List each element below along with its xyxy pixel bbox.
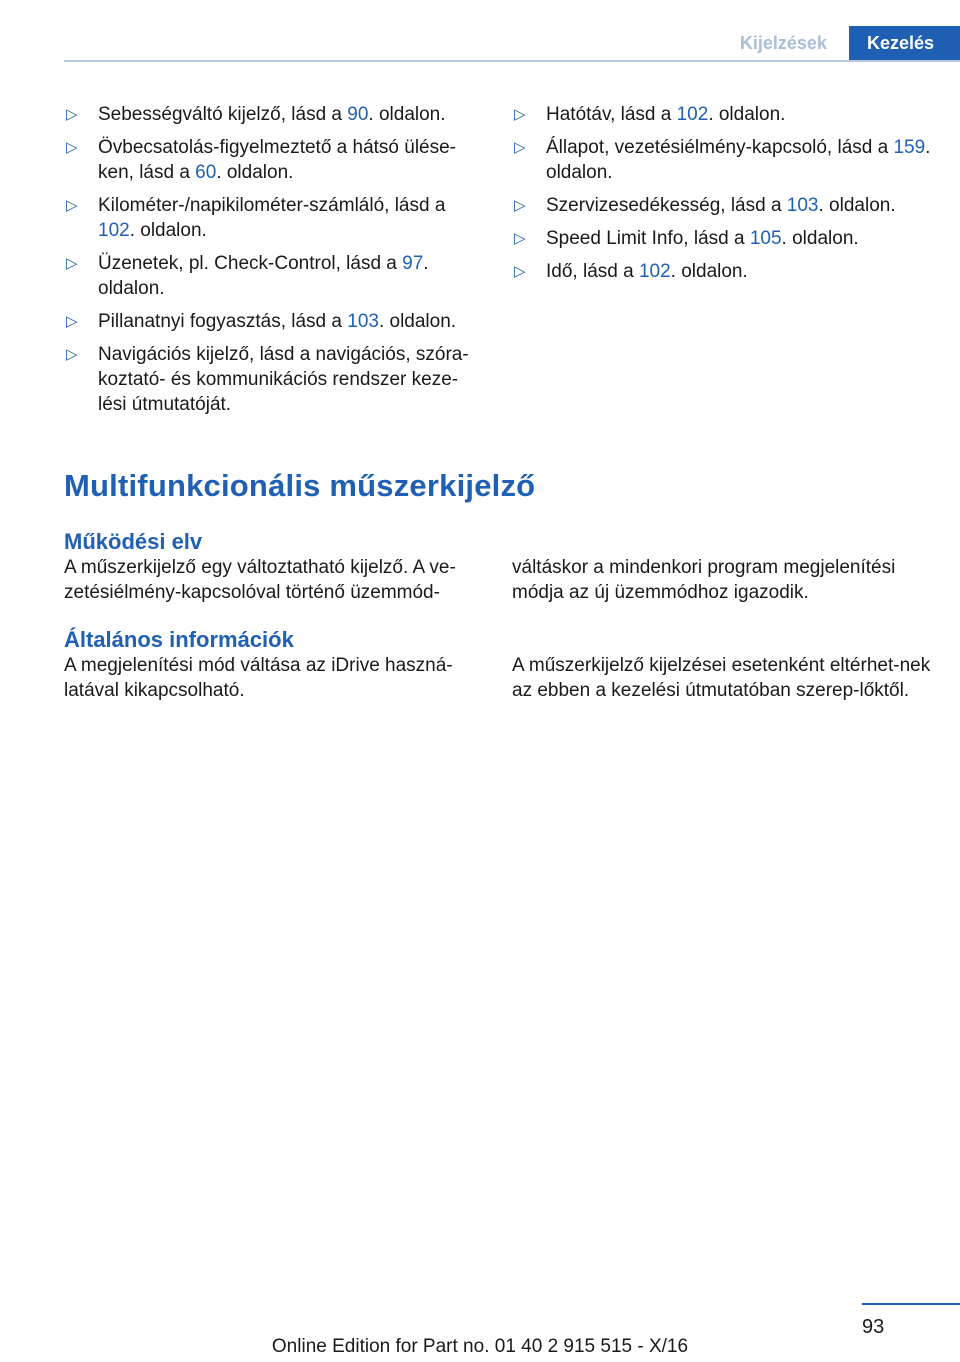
page-reference-link[interactable]: 159 xyxy=(893,137,926,158)
general-heading: Általános információk xyxy=(64,627,294,652)
page-reference-link[interactable]: 102 xyxy=(638,261,671,282)
list-item-suffix: . oldalon. xyxy=(670,261,748,282)
general-right-column xyxy=(512,653,932,703)
list-item-text: Pillanatnyi fogyasztás, lásd a xyxy=(98,311,348,332)
list-item xyxy=(64,309,484,334)
page-number: 93 xyxy=(862,1316,885,1338)
triangle-bullet-icon: ▷ xyxy=(66,139,78,156)
header-divider xyxy=(64,60,960,62)
list-right-column xyxy=(512,102,932,292)
general-text-right: A műszerkijelző kijelzései esetenként eltérhet-nek az ebben a kezelési útmutatóban szerep-lőktől. xyxy=(512,655,931,701)
edition-note: Online Edition for Part no. 01 40 2 915 515 - X/16 xyxy=(271,1336,689,1357)
triangle-bullet-icon: ▷ xyxy=(66,346,78,363)
list-item-text: Kilométer-/napikilométer-számláló, lásd a xyxy=(98,195,446,216)
list-left-column xyxy=(64,102,484,425)
triangle-bullet-icon: ▷ xyxy=(66,197,78,214)
list-item xyxy=(512,226,932,251)
list-item-suffix: . oldalon. xyxy=(781,228,859,249)
triangle-bullet-icon: ▷ xyxy=(66,106,78,123)
list-item-suffix: . oldalon. xyxy=(546,137,931,183)
list-item-suffix: . oldalon. xyxy=(98,253,429,299)
page-reference-link[interactable]: 102 xyxy=(98,220,130,241)
triangle-bullet-icon: ▷ xyxy=(514,230,526,247)
triangle-bullet-icon: ▷ xyxy=(514,197,526,214)
header-tabs xyxy=(718,26,960,61)
list-item xyxy=(64,135,484,185)
list-item-suffix: . oldalon. xyxy=(129,220,207,241)
bullet-list-left xyxy=(64,102,484,417)
principle-text-right: váltáskor a mindenkori program megjelenítési módja az új üzemmódhoz igazodik. xyxy=(512,557,896,603)
principle-left-column xyxy=(64,529,484,605)
page-reference-link[interactable]: 97 xyxy=(402,253,424,274)
principle-heading: Működési elv xyxy=(64,529,203,554)
list-item xyxy=(512,193,932,218)
general-text-left: A megjelenítési mód váltása az iDrive haszná-latával kikapcsolható. xyxy=(64,655,453,701)
page-reference-link[interactable]: 105 xyxy=(749,228,782,249)
page-reference-link[interactable]: 60 xyxy=(195,162,217,183)
page-reference-link[interactable]: 90 xyxy=(347,104,369,125)
list-item xyxy=(64,251,484,301)
triangle-bullet-icon: ▷ xyxy=(66,255,78,272)
tab-kijelzesek[interactable]: Kijelzések xyxy=(718,26,849,61)
principle-right-column xyxy=(512,555,932,605)
list-item-suffix: . oldalon. xyxy=(216,162,294,183)
principle-text-left: A műszerkijelző egy változtatható kijelző. A ve-zetésiélmény-kapcsolóval történő üzemmód- xyxy=(64,557,456,603)
page-reference-link[interactable]: 103 xyxy=(347,311,379,332)
tab-kezeles[interactable]: Kezelés xyxy=(849,26,960,61)
list-item xyxy=(512,259,932,284)
list-item-text: Szervizesedékesség, lásd a xyxy=(546,195,787,216)
list-item-text: Sebességváltó kijelző, lásd a xyxy=(98,104,348,125)
page-reference-link[interactable]: 102 xyxy=(676,104,709,125)
list-item xyxy=(512,102,932,127)
list-item xyxy=(64,342,484,417)
triangle-bullet-icon: ▷ xyxy=(66,313,78,330)
list-item xyxy=(64,193,484,243)
list-item-text: Hatótáv, lásd a xyxy=(546,104,677,125)
general-left-column xyxy=(64,627,484,703)
list-item xyxy=(64,102,484,127)
list-item-text: Üzenetek, pl. Check-Control, lásd a xyxy=(98,253,403,274)
page-reference-link[interactable]: 103 xyxy=(786,195,819,216)
triangle-bullet-icon: ▷ xyxy=(514,139,526,156)
list-item-suffix: . oldalon. xyxy=(818,195,896,216)
list-item-suffix: . oldalon. xyxy=(378,311,457,332)
footer-divider xyxy=(862,1303,960,1305)
triangle-bullet-icon: ▷ xyxy=(514,263,526,280)
list-item-text: Állapot, vezetésiélmény-kapcsoló, lásd a xyxy=(546,137,894,158)
list-item-text: Speed Limit Info, lásd a xyxy=(546,228,750,249)
list-item-suffix: . oldalon. xyxy=(708,104,786,125)
list-item-suffix: . oldalon. xyxy=(368,104,446,125)
list-item-text: Navigációs kijelző, lásd a navigációs, szóra-koztató- és kommunikációs rendszer keze-lési útmutatóját. xyxy=(98,344,469,415)
list-item-text: Idő, lásd a xyxy=(546,261,639,282)
list-item xyxy=(512,135,932,185)
triangle-bullet-icon: ▷ xyxy=(514,106,526,123)
list-item-text: Övbecsatolás-figyelmeztető a hátsó ülése-ken, lásd a xyxy=(98,137,457,183)
section-title: Multifunkcionális műszerkijelző xyxy=(64,468,536,503)
bullet-list-right xyxy=(512,102,932,284)
